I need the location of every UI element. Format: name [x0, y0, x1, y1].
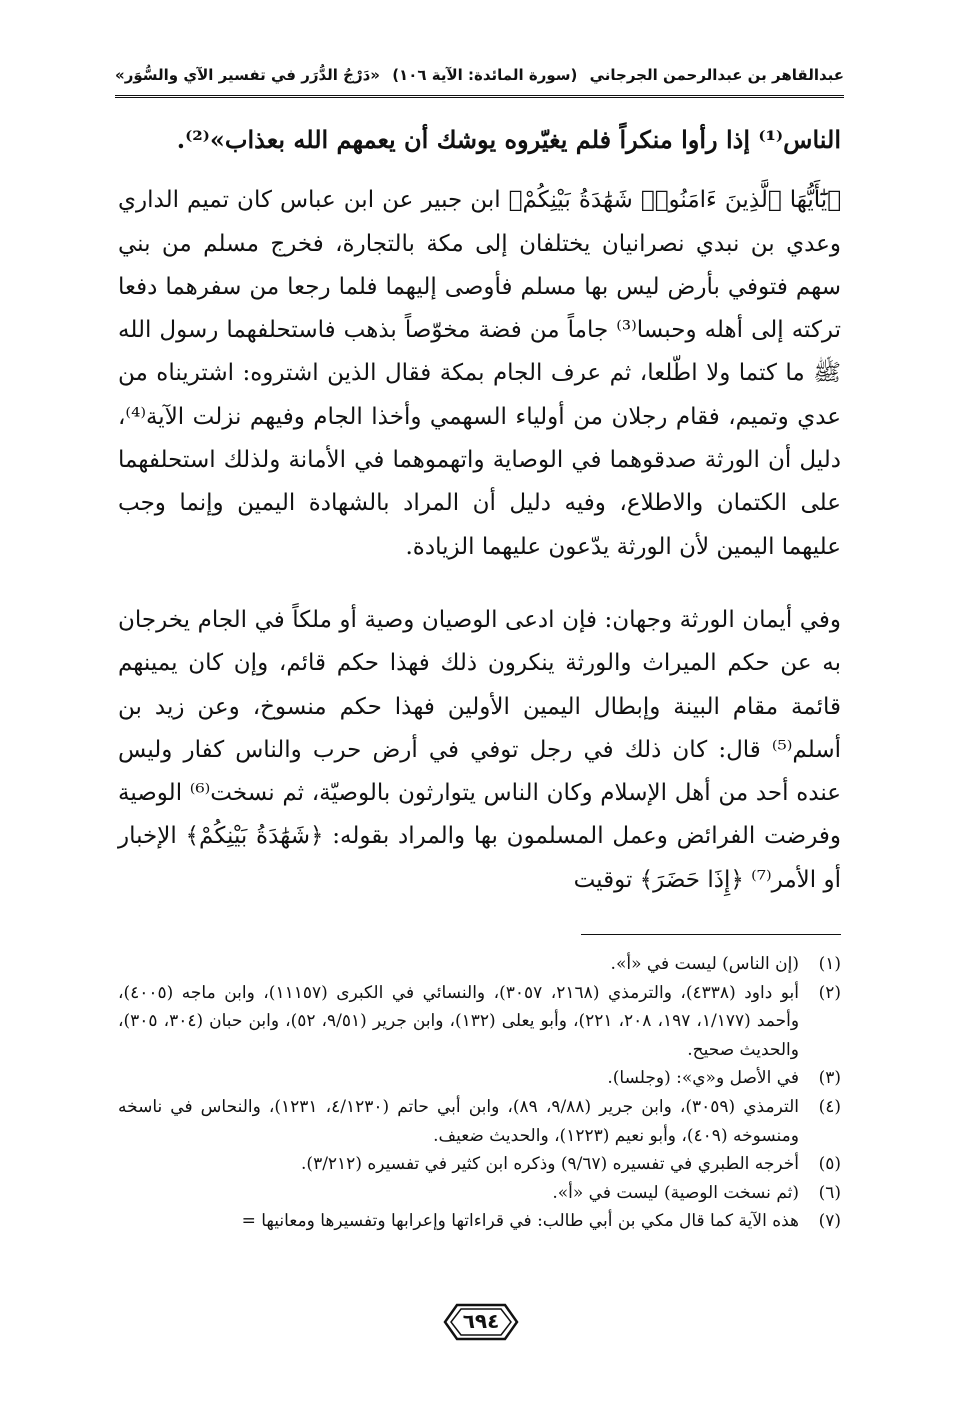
- footnote-number: (٧): [818, 1211, 841, 1232]
- footnote: [118, 1093, 841, 1150]
- footnotes: [118, 950, 841, 1236]
- header-rule: [115, 95, 844, 98]
- paragraph-2: وفي أيمان الورثة وجهان: فإن ادعى الوصيان وصية أو ملكاً في الجام يخرجان به عن حكم الميراث والورثة ينكرون ذلك فهذا حكم قائم، وإن كان يمينهم قائمة مقام البينة وإبطال اليمين الأولين فهذا حكم منسوخ، وعن زيد بن أسلم⁽⁵⁾ قال: كان ذلك في رجل توفي في أرض حرب والناس كفار وليس عنده أحد من أهل الإسلام وكان الناس يتوارثون بالوصيّة، ثم نسخت⁽⁶⁾ الوصية وفرضت الفرائض وعمل المسلمون بها والمراد بقوله: ﴿شَهَٰدَةُ بَيْنِكُمْ﴾ الإخبار أو الأمر⁽⁷⁾ ﴿إِذَا حَضَرَ﴾ توقيت: [118, 606, 841, 893]
- footnote: [118, 1179, 841, 1208]
- running-header: [115, 58, 844, 92]
- footnote: [118, 1207, 841, 1236]
- footnote-rule: [581, 934, 841, 935]
- footnote-number: (٦): [818, 1182, 841, 1203]
- paragraph-gap: [118, 569, 841, 599]
- footnote-text: هذه الآية كما قال مكي بن أبي طالب: في قراءاتها وإعرابها وتفسيرها ومعانيها =: [241, 1211, 799, 1232]
- page-number-ornament: [443, 1302, 519, 1342]
- footnote-text: أبو داود (٤٣٣٨)، والترمذي (٢١٦٨، ٣٠٥٧)، والنسائي في الكبرى (١١١٥٧)، وابن ماجه (٤٠٠٥)، وأحمد (١/١٧٧، ١٩٧، ٢٠٨، ٢٢١)، وأبو يعلى (١٣٢)، وابن جرير (٩/٥١، ٥٢)، وابن حبان (٣٠٤، ٣٠٥)، والحديث صحيح.: [118, 982, 800, 1060]
- footnote-number: (٢): [818, 982, 841, 1003]
- footnote-text: الترمذي (٣٠٥٩)، وابن جرير (٩/٨٨، ٨٩)، وابن أبي حاتم (٤/١٢٣٠، ١٢٣١)، والنحاس في ناسخه ومنسوخه (٤٠٩)، وأبو نعيم (١٢٢٣)، والحديث ضعيف.: [118, 1096, 799, 1146]
- footnote: [118, 979, 841, 1065]
- footnote-number: (٣): [818, 1068, 841, 1089]
- footnote-number: (٥): [818, 1154, 841, 1175]
- footnote-text: (ثم نسخت الوصية) ليست في «أ».: [552, 1182, 799, 1203]
- footnote: [118, 1150, 841, 1179]
- footnote-text: في الأصل و«ي»: (وجلسا).: [607, 1068, 799, 1089]
- header-author: عبدالقاهر بن عبدالرحمن الجرجاني: [589, 66, 844, 84]
- footnote-text: (إن الناس) ليست في «أ».: [610, 954, 799, 974]
- lead-line: الناس⁽¹⁾ إذا رأوا منكراً فلم يغيّروه يوشك أن يعمهم الله بعذاب»⁽²⁾.: [176, 125, 841, 154]
- footnote: [118, 1064, 841, 1093]
- footnote-number: (٤): [818, 1096, 841, 1117]
- footnote-number: (١): [818, 954, 841, 974]
- main-text: [118, 118, 841, 902]
- header-book-title: «دَرْجُ الدُّرَر في تفسير الآي والسُّوَر»: [115, 66, 380, 84]
- footnote: [118, 950, 841, 979]
- footnote-text: أخرجه الطبري في تفسيره (٩/٦٧) وذكره ابن كثير في تفسيره (٣/٢١٢).: [301, 1154, 799, 1175]
- paragraph-1: ﴿يَٰٓأَيُّهَا ٱلَّذِينَ ءَامَنُوا۟ شَهَٰدَةُ بَيْنِكُمْ﴾ ابن جبير عن ابن عباس كان تميم الداري وعدي بن نبدي نصرانيان يختلفان إلى مكة بالتجارة، فخرج مسلم من بني سهم فتوفي بأرض ليس بها مسلم فأوصى إليهما فلما رجعا من سفرهما دفعا تركته إلى أهله وحبسا⁽³⁾ جاماً من فضة مخوّصاً بذهب فاستحلفهما رسول الله ﷺ ما كتما ولا اطّلعا، ثم عرف الجام بمكة فقال الذين اشتروه: اشتريناه من عدي وتميم، فقام رجلان من أولياء السهمي وأخذا الجام وفيهم نزلت الآية⁽⁴⁾، دليل أن الورثة صدقوهما في الوصاية واتهموهما في الأمانة ولذلك استحلفهما على الكتمان والاطلاع، وفيه دليل أن المراد بالشهادة اليمين وإنما وجب عليهما اليمين لأن الورثة يدّعون عليهما الزيادة.: [118, 187, 842, 560]
- page-number: ٦٩٤: [462, 1309, 500, 1333]
- header-location: (سورة المائدة: الآية ١٠٦): [392, 66, 578, 84]
